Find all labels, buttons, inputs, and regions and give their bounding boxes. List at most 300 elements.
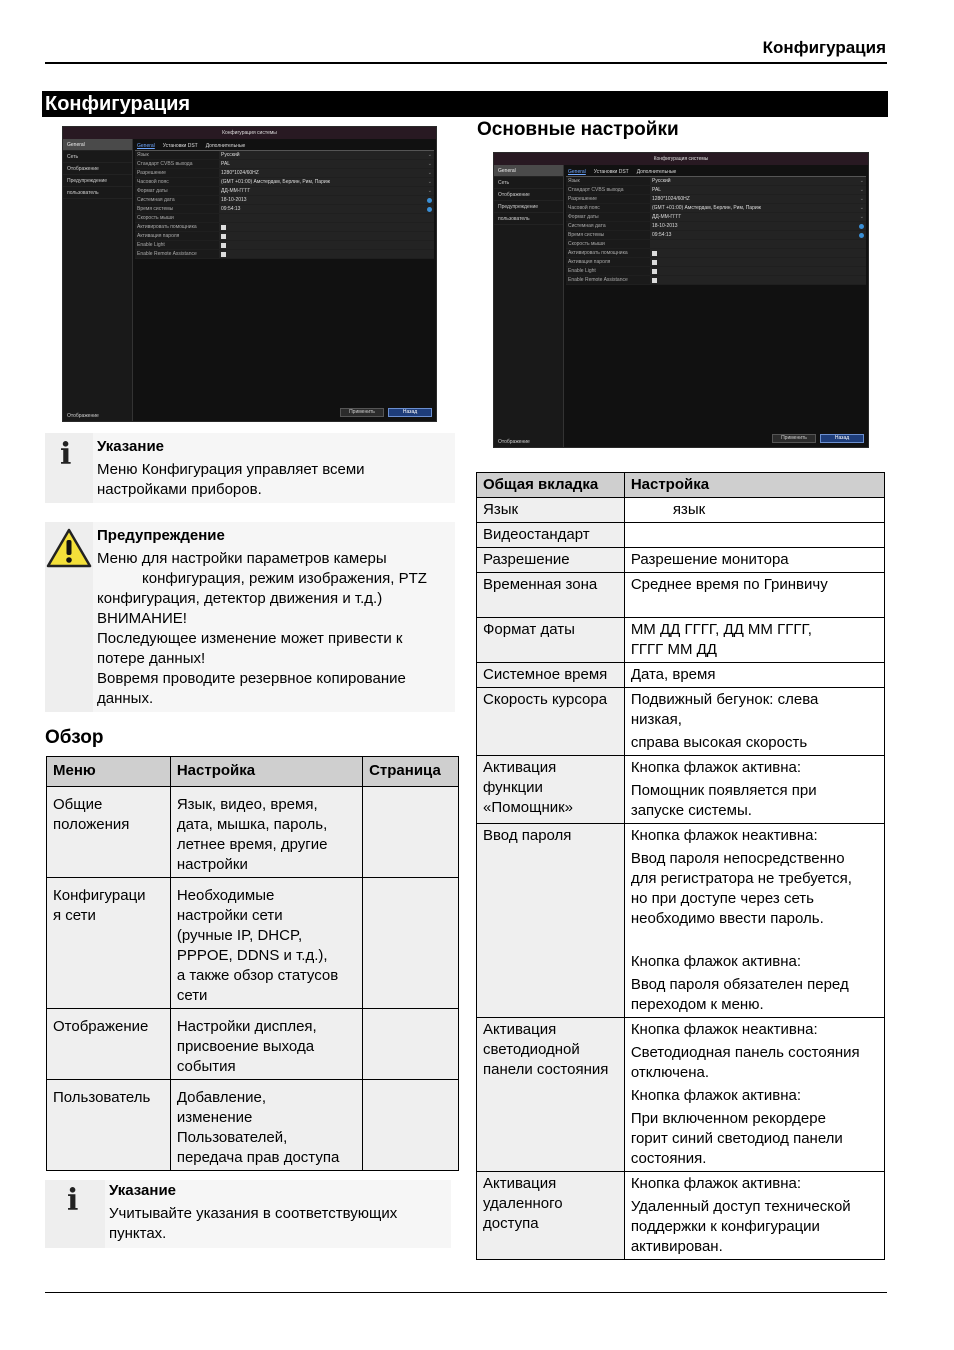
screen-setting-label: Часовой пояс <box>135 178 219 186</box>
config-screenshot-right <box>493 152 869 448</box>
basic-setting-line: но при доступе через сеть <box>630 890 814 907</box>
note-box-2 <box>45 1180 451 1248</box>
basic-setting-paragraph <box>631 1174 878 1194</box>
overview-setting-cell <box>170 1009 362 1080</box>
overview-setting-line: летнее время, другие <box>176 836 328 853</box>
screen-setting-row <box>566 249 866 258</box>
basic-setting-line: активирован. <box>630 1238 723 1255</box>
basic-tab-line: «Помощник» <box>483 799 574 816</box>
basic-setting-line: отключена. <box>630 1064 710 1081</box>
basic-setting-paragraph <box>631 758 878 778</box>
basic-setting-line: Кнопка флажок активна: <box>630 759 801 776</box>
basic-tab-line: Временная зона <box>483 576 598 593</box>
basic-setting-paragraph <box>631 849 878 929</box>
screen-sidebar-item[interactable]: Предупреждение <box>494 201 563 213</box>
overview-setting-line: (ручные IP, DHCP, <box>176 927 303 944</box>
screen-setting-label: Enable Light <box>135 241 219 249</box>
overview-header-menu: Меню <box>47 757 171 787</box>
screen-setting-label: Активировать помощника <box>566 249 650 257</box>
screen-setting-label: Формат даты <box>135 187 219 195</box>
screen-sidebar-item[interactable]: General <box>63 139 132 151</box>
basic-setting-cell <box>624 663 884 688</box>
warning-box <box>45 522 455 712</box>
basic-setting-line: язык <box>672 501 706 518</box>
basic-setting-line: Ввод пароля непосредственно <box>630 850 845 867</box>
screen-tab[interactable]: Установки DST <box>162 143 198 149</box>
basic-tab-line: Язык <box>483 501 519 518</box>
screen-setting-row <box>566 222 866 231</box>
screen-setting-row <box>135 232 434 241</box>
screen-setting-value[interactable] <box>650 186 866 194</box>
basic-tab-cell <box>477 548 625 573</box>
basic-setting-paragraph <box>631 975 878 1015</box>
note-1-title: Указание <box>97 438 165 455</box>
screen-setting-label: Enable Remote Assistance <box>135 250 219 258</box>
screen-setting-text: PAL <box>652 187 662 193</box>
screen-setting-value[interactable] <box>219 196 434 204</box>
overview-row <box>47 787 459 878</box>
note-2-line: пунктах. <box>109 1225 167 1242</box>
screen-setting-value[interactable] <box>650 204 866 212</box>
screen-sidebar <box>494 165 564 447</box>
warning-line: Меню для настройки параметров камеры <box>97 550 387 567</box>
basic-tab-cell <box>477 756 625 824</box>
screen-setting-label: Скорость мыши <box>566 240 650 248</box>
screen-setting-value[interactable] <box>650 222 866 230</box>
basic-setting-paragraph <box>631 781 878 821</box>
screen-setting-row <box>135 223 434 232</box>
basic-row <box>477 663 885 688</box>
overview-row <box>47 878 459 1009</box>
basic-tab-cell <box>477 663 625 688</box>
overview-menu-cell <box>47 787 171 878</box>
basic-header-setting: Настройка <box>624 473 884 498</box>
screen-tab[interactable]: General <box>568 169 586 175</box>
basic-setting-line: Кнопка флажок неактивна: <box>630 827 818 844</box>
basic-setting-line: поддержки к конфигурации <box>630 1218 820 1235</box>
basic-setting-line: Светодиодная панель состояния <box>630 1044 860 1061</box>
checkbox-icon[interactable] <box>221 252 226 257</box>
screen-sidebar-item[interactable]: Отображение <box>494 189 563 201</box>
screen-setting-value[interactable] <box>219 160 434 168</box>
basic-setting-cell <box>624 1018 884 1172</box>
dropdown-icon[interactable]: ⌄ <box>859 205 864 211</box>
dropdown-icon[interactable]: ⌄ <box>427 161 432 167</box>
basic-tab-line: Разрешение <box>483 551 570 568</box>
overview-header-page: Страница <box>363 757 459 787</box>
screen-setting-row <box>135 169 434 178</box>
screen-setting-row <box>566 267 866 276</box>
basic-setting-paragraph <box>631 826 878 846</box>
screen-setting-value[interactable] <box>219 232 434 240</box>
warning-line: Вовремя проводите резервное копирование <box>97 670 406 687</box>
screen-setting-row <box>135 160 434 169</box>
screen-setting-value[interactable] <box>650 249 866 257</box>
screen-setting-label: Время системы <box>135 205 219 213</box>
screen-setting-text: 09:54:13 <box>652 232 672 238</box>
basic-tab-line: удаленного <box>483 1195 563 1212</box>
overview-setting-line: Необходимые <box>176 887 275 904</box>
basic-setting-cell <box>624 618 884 663</box>
edit-icon[interactable] <box>427 198 432 203</box>
screen-setting-label: Активация пароля <box>566 258 650 266</box>
screen-setting-row <box>135 178 434 187</box>
basic-setting-paragraph <box>631 733 878 753</box>
basic-tab-line: доступа <box>483 1215 539 1232</box>
overview-setting-line: изменение <box>176 1109 253 1126</box>
edit-icon[interactable] <box>859 233 864 238</box>
screen-setting-value[interactable] <box>219 169 434 177</box>
basic-row <box>477 618 885 663</box>
screen-setting-value[interactable] <box>219 214 434 222</box>
overview-setting-line: настройки <box>176 856 248 873</box>
basic-setting-paragraph <box>631 952 878 972</box>
screen-setting-value[interactable] <box>650 195 866 203</box>
basic-setting-line: ММ ДД ГГГГ, ДД ММ ГГГГ, <box>630 621 812 638</box>
overview-setting-line: а также обзор статусов <box>176 967 339 984</box>
checkbox-icon[interactable] <box>652 260 657 265</box>
basic-setting-line: Ввод пароля обязателен перед <box>630 976 849 993</box>
basic-setting-line: горит синий светодиод панели <box>630 1130 843 1147</box>
basic-setting-cell <box>624 1172 884 1260</box>
basic-setting-paragraph <box>631 550 878 570</box>
overview-menu-line: положения <box>53 816 130 833</box>
basic-setting-cell <box>624 573 884 618</box>
note-box-1 <box>45 433 455 503</box>
checkbox-icon[interactable] <box>221 225 226 230</box>
note-2-title: Указание <box>109 1182 177 1199</box>
basic-tab-line: Скорость курсора <box>483 691 608 708</box>
basic-row <box>477 688 885 756</box>
basic-settings-table <box>476 472 885 1260</box>
screen-sidebar-item[interactable]: Отображение <box>63 163 132 175</box>
screen-setting-value[interactable] <box>219 187 434 195</box>
basic-setting-paragraph <box>631 575 878 595</box>
basic-setting-paragraph <box>631 1043 878 1083</box>
overview-row <box>47 1080 459 1171</box>
screen-setting-label: Время системы <box>566 231 650 239</box>
warning-icon <box>45 522 93 712</box>
screen-tab[interactable]: Установки DST <box>593 169 629 175</box>
overview-menu-line: Отображение <box>53 1018 149 1035</box>
screen-setting-text: Русский <box>652 178 671 184</box>
note-2-line: Учитывайте указания в соответствующих <box>109 1205 398 1222</box>
basic-setting-line: низкая, <box>630 711 682 728</box>
screen-setting-row <box>566 213 866 222</box>
basic-tab-line: Активация <box>483 1175 557 1192</box>
dropdown-icon[interactable]: ⌄ <box>427 152 432 158</box>
basic-setting-line: Кнопка флажок активна: <box>630 1087 801 1104</box>
screen-sidebar <box>63 139 133 421</box>
page-header-title: Конфигурация <box>762 38 886 57</box>
basic-tab-line: Формат даты <box>483 621 575 638</box>
overview-page-cell <box>363 1009 459 1080</box>
basic-setting-paragraph <box>631 690 878 730</box>
overview-setting-line: Язык, видео, время, <box>176 796 318 813</box>
screen-sidebar-item[interactable]: General <box>494 165 563 177</box>
basic-setting-paragraph <box>631 1086 878 1106</box>
basic-tab-line: функции <box>483 779 543 796</box>
basic-setting-line: переходом к меню. <box>630 996 764 1013</box>
basic-setting-cell <box>624 688 884 756</box>
screen-setting-label: Часовой пояс <box>566 204 650 212</box>
warning-line: ВНИМАНИЕ! <box>97 610 187 627</box>
screen-sidebar-item[interactable]: Сеть <box>494 177 563 189</box>
screen-setting-row <box>135 241 434 250</box>
basic-row <box>477 498 885 523</box>
checkbox-icon[interactable] <box>652 269 657 274</box>
screen-setting-label: Enable Light <box>566 267 650 275</box>
overview-page-cell <box>363 1080 459 1171</box>
overview-setting-line: настройки сети <box>176 907 283 924</box>
screen-setting-value[interactable] <box>650 276 866 284</box>
basic-row <box>477 1172 885 1260</box>
basic-tab-cell <box>477 1172 625 1260</box>
warning-line: конфигурация, детектор движения и т.д.) <box>97 590 383 607</box>
screen-setting-label: Активация пароля <box>135 232 219 240</box>
dropdown-icon[interactable]: ⌄ <box>427 179 432 185</box>
screen-buttons <box>772 434 864 443</box>
basic-tab-line: Ввод пароля <box>483 827 572 844</box>
basic-setting-paragraph <box>631 620 878 660</box>
basic-setting-cell <box>624 756 884 824</box>
overview-setting-line: события <box>176 1058 236 1075</box>
basic-setting-line: необходимо ввести пароль. <box>630 910 824 927</box>
screen-setting-label: Разрешение <box>566 195 650 203</box>
basic-tab-cell <box>477 1018 625 1172</box>
overview-setting-line: передача прав доступа <box>176 1149 340 1166</box>
overview-setting-line: сети <box>176 987 208 1004</box>
basic-setting-cell <box>624 523 884 548</box>
overview-menu-cell <box>47 878 171 1009</box>
screen-setting-text: 18-10-2013 <box>221 197 247 203</box>
basic-tab-line: панели состояния <box>483 1061 609 1078</box>
screen-setting-text: Русский <box>221 152 240 158</box>
screen-tab[interactable]: Дополнительные <box>205 143 246 149</box>
basic-setting-paragraph <box>631 665 878 685</box>
screen-setting-label: Разрешение <box>135 169 219 177</box>
screen-sidebar-item[interactable]: пользователь <box>494 213 563 225</box>
checkbox-icon[interactable] <box>221 234 226 239</box>
screen-setting-value[interactable] <box>650 177 866 185</box>
screen-main <box>566 167 866 429</box>
screen-setting-label: Стандарт CVBS выхода <box>566 186 650 194</box>
screen-setting-value[interactable] <box>219 250 434 258</box>
basic-tab-cell <box>477 688 625 756</box>
screen-setting-text: (GMT +01:00) Амстердам, Берлин, Рим, Париж <box>652 205 761 211</box>
overview-menu-line: Пользователь <box>53 1089 151 1106</box>
screen-setting-label: Язык <box>135 151 219 159</box>
basic-settings-heading: Основные настройки <box>477 119 679 140</box>
edit-icon[interactable] <box>427 207 432 212</box>
config-screenshot-left <box>62 126 437 422</box>
warning-line: Последующее изменение может привести к <box>97 630 403 647</box>
dropdown-icon[interactable]: ⌄ <box>859 214 864 220</box>
screen-sidebar-item[interactable]: Предупреждение <box>63 175 132 187</box>
basic-setting-cell <box>624 498 884 523</box>
edit-icon[interactable] <box>859 224 864 229</box>
overview-setting-line: Настройки дисплея, <box>176 1018 317 1035</box>
basic-setting-paragraph <box>631 1109 878 1169</box>
screen-setting-value[interactable] <box>650 267 866 275</box>
basic-row <box>477 548 885 573</box>
overview-header-setting: Настройка <box>170 757 362 787</box>
screen-setting-row <box>566 231 866 240</box>
screen-setting-row <box>135 196 434 205</box>
section-title: Конфигурация <box>42 91 888 117</box>
warning-title: Предупреждение <box>97 527 225 544</box>
screen-setting-row <box>566 258 866 267</box>
screen-setting-value[interactable] <box>219 241 434 249</box>
basic-setting-line: Удаленный доступ технической <box>630 1198 851 1215</box>
basic-setting-line: Среднее время по Гринвичу <box>630 576 828 593</box>
overview-page-cell <box>363 878 459 1009</box>
screen-setting-value[interactable] <box>219 223 434 231</box>
warning-line: потере данных! <box>97 650 206 667</box>
screen-sidebar-bottom[interactable]: Отображение <box>67 413 99 419</box>
overview-setting-line: дата, мышка, пароль, <box>176 816 328 833</box>
back-button[interactable]: Назад <box>820 434 864 443</box>
screen-setting-text: ДД-ММ-ГГГГ <box>652 214 682 220</box>
basic-tab-cell <box>477 498 625 523</box>
footer-divider <box>45 1292 887 1293</box>
info-icon: i <box>67 1183 79 1218</box>
basic-setting-paragraph <box>673 500 878 520</box>
screen-sidebar-item[interactable]: Сеть <box>63 151 132 163</box>
screen-setting-row <box>135 151 434 160</box>
basic-setting-line: Кнопка флажок неактивна: <box>630 1021 818 1038</box>
header-divider <box>45 62 887 64</box>
overview-menu-cell <box>47 1080 171 1171</box>
screen-sidebar-item[interactable]: пользователь <box>63 187 132 199</box>
basic-setting-paragraph <box>631 1020 878 1040</box>
screen-setting-text: 18-10-2013 <box>652 223 678 229</box>
overview-menu-line: Конфигураци <box>53 887 146 904</box>
basic-setting-line: запуске системы. <box>630 802 752 819</box>
screen-setting-row <box>566 276 866 285</box>
basic-tab-cell <box>477 573 625 618</box>
screen-setting-text: ДД-ММ-ГГГГ <box>221 188 251 194</box>
screen-main <box>135 141 434 403</box>
basic-tab-line: Активация <box>483 1021 557 1038</box>
dropdown-icon[interactable]: ⌄ <box>859 187 864 193</box>
checkbox-icon[interactable] <box>221 243 226 248</box>
screen-setting-row <box>135 214 434 223</box>
overview-setting-cell <box>170 878 362 1009</box>
screen-tab[interactable]: Дополнительные <box>636 169 677 175</box>
screen-setting-text: (GMT +01:00) Амстердам, Берлин, Рим, Париж <box>221 179 330 185</box>
basic-setting-cell <box>624 824 884 1018</box>
screen-setting-label: Системная дата <box>566 222 650 230</box>
warning-line: конфигурация, режим изображения, PTZ <box>142 570 427 587</box>
screen-title: Конфигурация системы <box>63 127 436 139</box>
dropdown-icon[interactable]: ⌄ <box>427 188 432 194</box>
overview-setting-line: присвоение выхода <box>176 1038 315 1055</box>
screen-setting-row <box>566 240 866 249</box>
screen-tabs <box>566 167 866 177</box>
overview-row <box>47 1009 459 1080</box>
warning-line: данных. <box>97 690 154 707</box>
screen-setting-value[interactable] <box>219 151 434 159</box>
basic-tab-line: светодиодной <box>483 1041 580 1058</box>
basic-row <box>477 573 885 618</box>
info-icon: i <box>60 437 72 472</box>
screen-setting-value[interactable] <box>219 178 434 186</box>
basic-row <box>477 756 885 824</box>
basic-row <box>477 523 885 548</box>
basic-setting-line: для регистратора не требуется, <box>630 870 852 887</box>
basic-setting-line: Дата, время <box>630 666 716 683</box>
apply-button[interactable]: Применить <box>772 434 816 443</box>
basic-tab-line: Системное время <box>483 666 608 683</box>
dropdown-icon[interactable]: ⌄ <box>859 196 864 202</box>
overview-page-cell <box>363 787 459 878</box>
screen-setting-label: Язык <box>566 177 650 185</box>
screen-setting-value[interactable] <box>650 240 866 248</box>
basic-row <box>477 824 885 1018</box>
screen-setting-label: Системная дата <box>135 196 219 204</box>
screen-sidebar-bottom[interactable]: Отображение <box>498 439 530 445</box>
apply-button[interactable]: Применить <box>340 408 384 417</box>
basic-setting-line: Разрешение монитора <box>630 551 789 568</box>
screen-setting-row <box>566 186 866 195</box>
screen-setting-row <box>566 195 866 204</box>
note-1-text: Меню Конфигурация управляет всеми настройками приборов. <box>97 461 365 498</box>
screen-setting-label: Формат даты <box>566 213 650 221</box>
basic-setting-line: состояния. <box>630 1150 707 1167</box>
basic-setting-line: Помощник появляется при <box>630 782 817 799</box>
screen-buttons <box>340 408 432 417</box>
dropdown-icon[interactable]: ⌄ <box>859 178 864 184</box>
screen-setting-value[interactable] <box>650 213 866 221</box>
basic-tab-cell <box>477 618 625 663</box>
screen-setting-label: Скорость мыши <box>135 214 219 222</box>
screen-setting-row <box>566 177 866 186</box>
basic-setting-line: Кнопка флажок активна: <box>630 953 801 970</box>
basic-setting-line: Кнопка флажок активна: <box>630 1175 801 1192</box>
overview-menu-line: Общие <box>53 796 103 813</box>
screen-setting-text: PAL <box>221 161 231 167</box>
basic-tab-line: Активация <box>483 759 557 776</box>
basic-tab-cell <box>477 824 625 1018</box>
basic-setting-line: ГГГГ ММ ДД <box>630 641 717 658</box>
screen-setting-row <box>135 250 434 259</box>
basic-setting-line: справа высокая скорость <box>630 734 808 751</box>
screen-setting-value[interactable] <box>650 231 866 239</box>
overview-setting-cell <box>170 1080 362 1171</box>
basic-tab-line: Видеостандарт <box>483 526 590 543</box>
screen-tab[interactable]: General <box>137 143 155 149</box>
checkbox-icon[interactable] <box>652 278 657 283</box>
dropdown-icon[interactable]: ⌄ <box>427 170 432 176</box>
screen-setting-row <box>566 204 866 213</box>
basic-setting-line: Подвижный бегунок: слева <box>630 691 819 708</box>
screen-setting-text: 09:54:13 <box>221 206 241 212</box>
basic-header-tab: Общая вкладка <box>477 473 625 498</box>
basic-setting-line: При включенном рекордере <box>630 1110 826 1127</box>
overview-menu-line: я сети <box>53 907 96 924</box>
basic-tab-cell <box>477 523 625 548</box>
overview-table <box>46 756 459 1171</box>
screen-setting-label: Enable Remote Assistance <box>566 276 650 284</box>
checkbox-icon[interactable] <box>652 251 657 256</box>
screen-setting-value[interactable] <box>219 205 434 213</box>
basic-row <box>477 1018 885 1172</box>
screen-setting-row <box>135 187 434 196</box>
screen-setting-value[interactable] <box>650 258 866 266</box>
screen-title: Конфигурация системы <box>494 153 868 165</box>
back-button[interactable]: Назад <box>388 408 432 417</box>
